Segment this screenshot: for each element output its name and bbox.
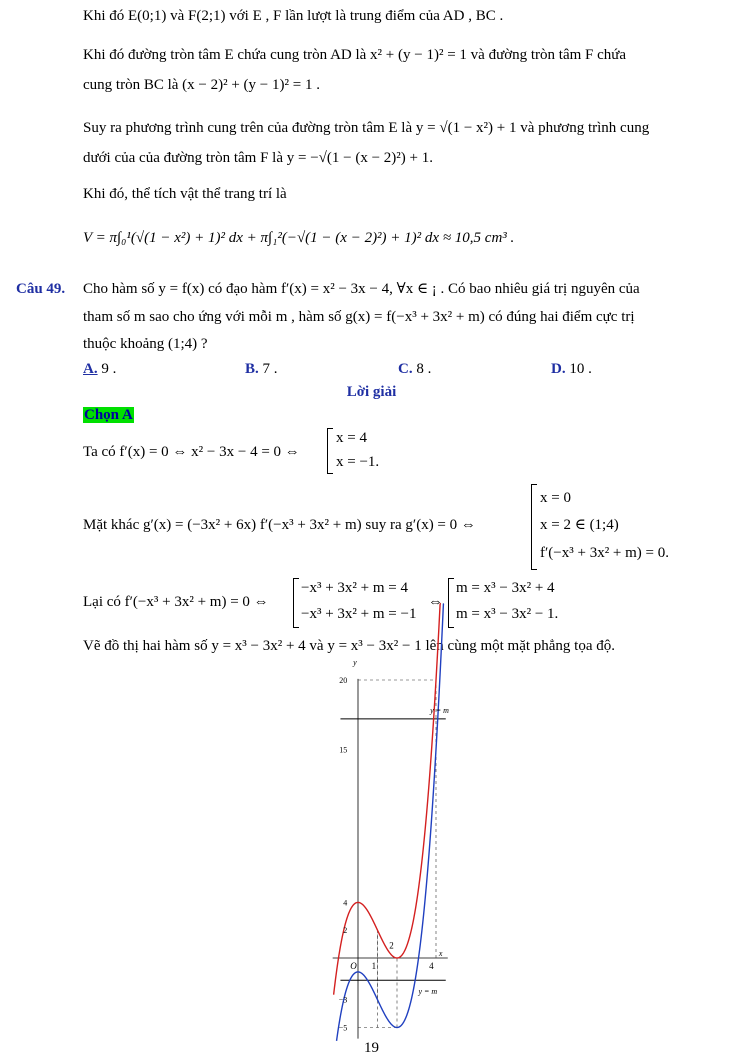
case-line: x = 2 ∈ (1;4) [540,517,619,533]
line-y-equals-m-label: y = m [418,987,438,997]
text-line: Khi đó đường tròn tâm E chứa cung tròn AD là x² + (y − 1)² = 1 và đường tròn tâm F chứa [83,47,627,63]
text-line: dưới của của đường tròn tâm F là y = −√(1 − (x − 2)²) + 1. [83,150,434,166]
x-axis-label: x [438,948,443,958]
equivalence-sign: ⇔ [428,594,443,610]
text-line: Khi đó E(0;1) và F(2;1) với E , F lần lượt là trung điểm của AD , BC . [83,8,504,24]
y-tick-label: −3 [338,995,348,1005]
x-tick-label: 2 [389,940,394,951]
x-tick-label: O [350,961,357,972]
curve-series [337,604,444,1041]
x-tick-label: 4 [429,961,434,972]
solution-title: Lời giải [346,384,397,400]
page-number: 19 [364,1040,379,1056]
option-value: 8 . [416,361,432,377]
y-axis-label: y [353,657,357,667]
case-line: −x³ + 3x² + m = −1 [301,606,417,622]
y-tick-label: 4 [343,898,348,908]
question-label: Câu 49. [16,281,66,297]
question-text: thuộc khoảng (1;4) ? [83,336,208,352]
x-tick-label: 1 [371,961,377,972]
volume-formula: V = π∫₀¹(√(1 − x²) + 1)² dx + π∫₁²(−√(1 − (x − 2)²) + 1)² dx ≈ 10,5 cm³ . [83,230,515,246]
case-line: m = x³ − 3x² + 4 [456,580,555,596]
option-value: 10 . [569,361,592,377]
text-line: Khi đó, thể tích vật thể trang trí là [83,186,287,202]
case-line: m = x³ − 3x² − 1. [456,606,559,622]
option-letter: C. [398,361,413,377]
y-tick-label: 2 [343,926,348,936]
y-tick-label: −5 [338,1023,348,1033]
case-line: f′(−x³ + 3x² + m) = 0. [540,545,670,561]
option-letter: B. [245,361,259,377]
question-text: Cho hàm số y = f(x) có đạo hàm f′(x) = x² − 3x − 4, ∀x ∈ ¡ . Có bao nhiêu giá trị nguyên của [83,281,640,297]
question-text: tham số m sao cho ứng với mỗi m , hàm số g(x) = f(−x³ + 3x² + m) có đúng hai điểm cực trị [83,309,635,325]
case-line: x = −1. [336,454,380,470]
step-1: Ta có f′(x) = 0 ⇔ x² − 3x − 4 = 0 ⇔ [83,444,300,460]
option-value: 9 . [101,361,117,377]
curve-series [334,604,441,995]
step-4: Vẽ đồ thị hai hàm số y = x³ − 3x² + 4 và y = x³ − 3x² − 1 lên cùng một mặt phẳng tọa độ. [83,638,616,654]
step-2: Mặt khác g′(x) = (−3x² + 6x) f′(−x³ + 3x² + m) suy ra g′(x) = 0 ⇔ [83,517,476,533]
y-tick-label: 20 [339,676,348,685]
case-line: x = 0 [540,490,571,506]
line-y-equals-m-label: y = m [430,705,449,715]
chosen-answer: Chọn A [84,407,133,423]
option-value: 7 . [262,361,278,377]
case-line: −x³ + 3x² + m = 4 [301,580,408,596]
text-line: cung tròn BC là (x − 2)² + (y − 1)² = 1 . [83,77,320,93]
option-letter: A. [83,361,98,377]
y-tick-label: 15 [339,745,348,755]
step-3: Lại có f′(−x³ + 3x² + m) = 0 ⇔ [83,594,269,610]
text-line: Suy ra phương trình cung trên của đường tròn tâm E là y = √(1 − x²) + 1 và phương trình cung [83,120,650,136]
option-letter: D. [551,361,566,377]
case-line: x = 4 [336,430,367,446]
